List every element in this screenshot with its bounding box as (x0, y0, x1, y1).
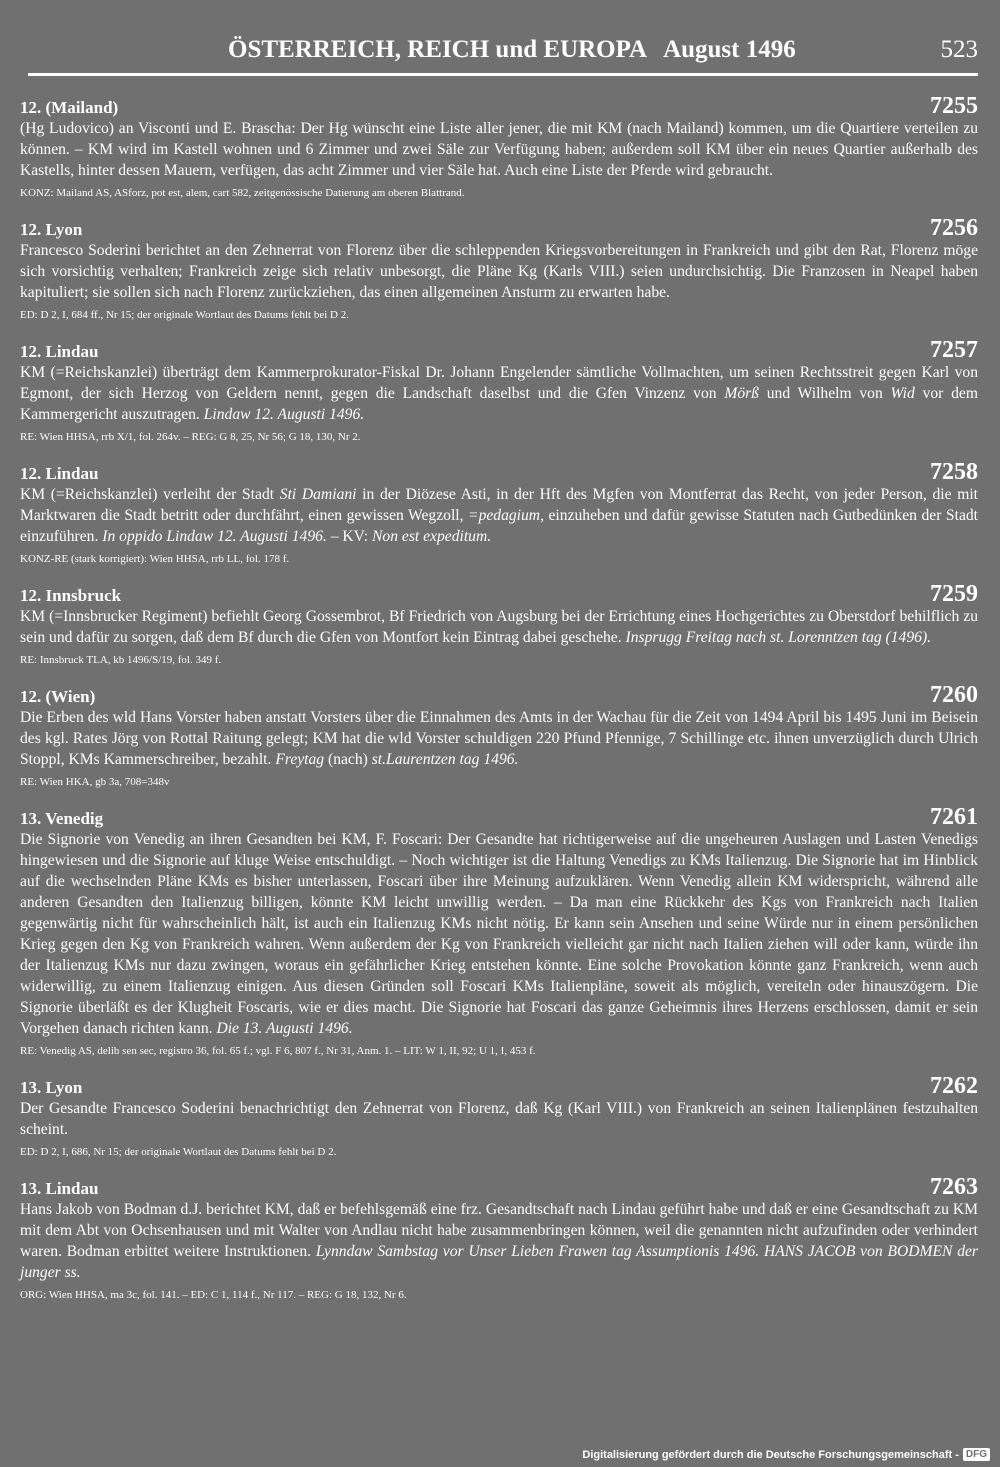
entry-date-place: 12. Lyon (20, 220, 83, 239)
entry-body-italic: Wid (890, 385, 915, 402)
entry-body-italic: Lindaw 12. Augusti 1496. (203, 406, 365, 423)
entry-body-text: (Hg Ludovico) an Visconti und E. Brascha: Der Hg wünscht eine Liste aller jener, die mit KM (nach Mailand) kommen, um die Quartiere verteilen zu können. – KM wird im Kastell wohnen und 6 Zimmer und zwei Säle zur Verfügung haben; außerdem soll KM über ein neues Quartier außerhalb des Kastells, hinter dessen Mauern, verfügen, das acht Zimmer und vier Säle hat. Auch eine Liste der Pferde wird gebraucht. (20, 120, 978, 179)
entry (20, 337, 978, 445)
entry-date-place: 13. Lyon (20, 1078, 83, 1097)
entry-body (20, 829, 978, 1039)
entry-body-italic: Lynndaw Sambstag vor Unser Lieben Frawen tag Assumptionis 1496. HANS JACOB von BODMEN der junger ss. (20, 1243, 978, 1281)
entry-body-italic: =pedagium (468, 507, 541, 524)
header-rule (28, 73, 978, 76)
entry-body (20, 1098, 978, 1140)
entry-number: 7260 (930, 682, 978, 708)
entry-source: ORG: Wien HHSA, ma 3c, fol. 141. – ED: C 1, 114 f., Nr 117. – REG: G 18, 132, Nr 6. (20, 1289, 407, 1301)
entry-body-text: KM (=Innsbrucker Regiment) befiehlt Georg Gossembrot, Bf Friedrich von Augsburg bei der Errichtung eines Hochgerichtes zu Oberstdorf behilflich zu sein und dafür zu sorgen, daß dem Bf durch die Gfen von Montfort kein Eintrag dabei geschehe. (20, 608, 978, 646)
entry-head (20, 93, 978, 120)
entry-body-text: Die Erben des wld Hans Vorster haben anstatt Vorsters über die Einnahmen des Amts in der Wachau für die Zeit von 1494 April bis 1495 Juni im Beisein des kgl. Rates Jörg von Rottal Raitung gelegt; KM hat die wld Vorster schuldigen 220 Pfund Pfennige, 7 Schillinge etc. ihnen unverzüglich durch Ulrich Stoppl, KMs Kammerschreiber, bezahlt. (20, 709, 978, 768)
footer (582, 1448, 990, 1461)
entry-source: RE: Innsbruck TLA, kb 1496/S/19, fol. 349 f. (20, 654, 222, 666)
entry (20, 682, 978, 790)
entry-body-text: in der Diözese Asti, in der Hft des Mgfen von Montferrat das Recht, von jeder Person, die mit Marktwaren die Stadt betritt oder durchfährt, einen gewissen Wegzoll, (20, 486, 978, 524)
entry (20, 215, 978, 323)
entry-body-text: Die Signorie von Venedig an ihren Gesandten bei KM, F. Foscari: Der Gesandte hat richtigerweise auf die ungeheuren Auslagen und Lasten Venedigs hingewiesen und die Signorie auf kluge Weise entschuldigt. – Noch wichtiger ist die Haltung Venedigs zu KMs Italienzug. Die Signorie hat im Hinblick auf die wechselnden Pläne KMs es bisher unterlassen, Foscari über ihre Meinung aufzuklären. Wenn Venedig allein KM widerspricht, während alle anderen Gesandten den Italienzug billigen, könnte KM leicht unwillig werden. – Da man eine Rückkehr des Kgs von Frankreich nach Italien gegenwärtig nicht für wahrscheinlich hält, ist auch ein Italienzug KMs nicht nötig. Er kann sein Ansehen und seine Würde nur in einem persönlichen Krieg gegen den Kg von Frankreich wahren. Wenn außerdem der Kg von Frankreich vielleicht gar nicht nach Italien ziehen will oder kann, würde ihn der Italienzug KMs nur dazu zwingen, woraus ein gefährlicher Krieg entstehen könnte. Eine solche Provokation könnte ganz Frankreich, wenn auch widerwillig, zu einem Italienzug einigen. Aus diesen Gründen soll Foscari KMs Italienpläne, soweit als möglich, vereiteln oder hinauszögern. Die Signorie überläßt es der Klugheit Foscaris, wie er dies macht. Die Signorie hat Foscari das ganze Geheimnis ihres Herzens erschlossen, damit er sein Vorgehen danach richten kann. (20, 831, 978, 1037)
entry-body-italic: Sti Damiani (279, 486, 357, 503)
entry-head (20, 581, 978, 608)
entry-source: RE: Wien HKA, gb 3a, 708=348v (20, 776, 170, 788)
entry-body-italic: Freytag (275, 751, 325, 768)
entry-body-text: Hans Jakob von Bodman d.J. berichtet KM, daß er befehlsgemäß eine frz. Gesandtschaft nach Lindau geführt habe und daß er eine Gesandtschaft zu KM mit dem Abt von Ochsenhausen und mit Walter von Andlau nicht habe zusammenbringen können, weil die genannten nicht aufzufinden oder verhindert waren. Bodman erbittet weitere Instruktionen. (20, 1201, 978, 1260)
entry-body (20, 707, 978, 770)
entry-date-place: 12. Lindau (20, 342, 99, 361)
entry-body-italic: Mörß (724, 385, 759, 402)
entry-head (20, 682, 978, 709)
entry-date-place: 12. (Mailand) (20, 98, 119, 117)
entry-number: 7258 (930, 459, 978, 485)
entry-body (20, 1199, 978, 1283)
entry-source: ED: D 2, I, 686, Nr 15; der originale Wortlaut des Datums fehlt bei D 2. (20, 1146, 337, 1158)
entry-head (20, 459, 978, 486)
entry-body-italic: Insprugg Freitag nach st. Lorenntzen tag (1496). (625, 629, 932, 646)
entry (20, 1073, 978, 1160)
entry-list (20, 93, 978, 1317)
entry-number: 7257 (930, 337, 978, 363)
entry (20, 1174, 978, 1303)
running-title: ÖSTERREICH, REICH und EUROPA August 1496 (228, 36, 796, 63)
entry-body-text: (nach) (324, 751, 372, 768)
entry-body (20, 118, 978, 181)
entry-body (20, 362, 978, 425)
entry-source: KONZ-RE (stark korrigiert): Wien HHSA, rrb LL, fol. 178 f. (20, 553, 290, 565)
page-header (28, 36, 978, 70)
entry (20, 93, 978, 201)
entry-body-text: – KV: (326, 528, 373, 545)
entry-head (20, 804, 978, 831)
entry-head (20, 1174, 978, 1201)
entry-source: RE: Wien HHSA, rrb X/1, fol. 264v. – REG: G 8, 25, Nr 56; G 18, 130, Nr 2. (20, 431, 361, 443)
entry-head (20, 337, 978, 364)
entry-number: 7255 (930, 93, 978, 119)
entry-body-text: KM (=Reichskanzlei) überträgt dem Kammerprokurator-Fiskal Dr. Johann Engelender sämtliche Vollmachten, um seinen Rechtsstreit gegen Karl von Egmont, der sich Herzog von Geldern nennt, gegen die Landschaft daselbst und die Gfen Vinzenz von (20, 364, 978, 402)
entry-date-place: 12. Lindau (20, 464, 99, 483)
entry-body-text: und Wilhelm von (758, 385, 891, 402)
entry-body-text: Der Gesandte Francesco Soderini benachrichtigt den Zehnerrat von Florenz, daß Kg (Karl VIII.) von Frankreich an seinen Italienplänen festzuhalten scheint. (20, 1100, 978, 1138)
entry-number: 7256 (930, 215, 978, 241)
entry-body (20, 240, 978, 303)
entry-body-text: , einzuheben und dafür gewisse Statuten nach Gutbedünken der Stadt einzuführen. (20, 507, 978, 545)
entry (20, 581, 978, 668)
entry-head (20, 215, 978, 242)
page-number: 523 (940, 36, 978, 63)
entry-body-italic: Non est expeditum. (372, 528, 492, 545)
entry (20, 459, 978, 567)
entry-number: 7263 (930, 1174, 978, 1200)
entry-number: 7259 (930, 581, 978, 607)
entry-body (20, 606, 978, 648)
entry-source: KONZ: Mailand AS, ASforz, pot est, alem, cart 582, zeitgenössische Datierung am oberen Blattrand. (20, 187, 465, 199)
entry-number: 7262 (930, 1073, 978, 1099)
entry-date-place: 12. Innsbruck (20, 586, 122, 605)
entry-body-italic: In oppido Lindaw 12. Augusti 1496. (102, 528, 327, 545)
entry-date-place: 12. (Wien) (20, 687, 96, 706)
dfg-logo: DFG (963, 1448, 990, 1461)
entry (20, 804, 978, 1059)
entry-source: ED: D 2, I, 684 ff., Nr 15; der originale Wortlaut des Datums fehlt bei D 2. (20, 309, 349, 321)
entry-body-italic: st.Laurentzen tag 1496. (371, 751, 519, 768)
entry-body-text: Francesco Soderini berichtet an den Zehnerrat von Florenz über die schleppenden Kriegsvorbereitungen in Frankreich und gibt den Rat, Florenz möge sich vorsichtig verhalten; Frankreich zeige sich relativ unbesorgt, die Pläne Kg (Karls VIII.) seien undurchsichtig. Die Franzosen in Neapel haben kapituliert; sie sollen sich nach Florenz zurückziehen, das einen allgemeinen Ansturm zu erwarten habe. (20, 242, 978, 301)
entry-date-place: 13. Lindau (20, 1179, 99, 1198)
entry-number: 7261 (930, 804, 978, 830)
entry-body-text: vor dem Kammergericht auszutragen. (20, 385, 978, 423)
entry-head (20, 1073, 978, 1100)
entry-body (20, 484, 978, 547)
footer-text: Digitalisierung gefördert durch die Deutsche Forschungsgemeinschaft - (582, 1448, 959, 1461)
entry-body-italic: Die 13. Augusti 1496. (216, 1020, 353, 1037)
entry-date-place: 13. Venedig (20, 809, 104, 828)
entry-source: RE: Venedig AS, delib sen sec, registro 36, fol. 65 f.; vgl. F 6, 807 f., Nr 31, Anm. 1. – LIT: W 1, II, 92; U 1, I, 453 f. (20, 1045, 536, 1057)
entry-body-text: KM (=Reichskanzlei) verleiht der Stadt (20, 486, 280, 503)
